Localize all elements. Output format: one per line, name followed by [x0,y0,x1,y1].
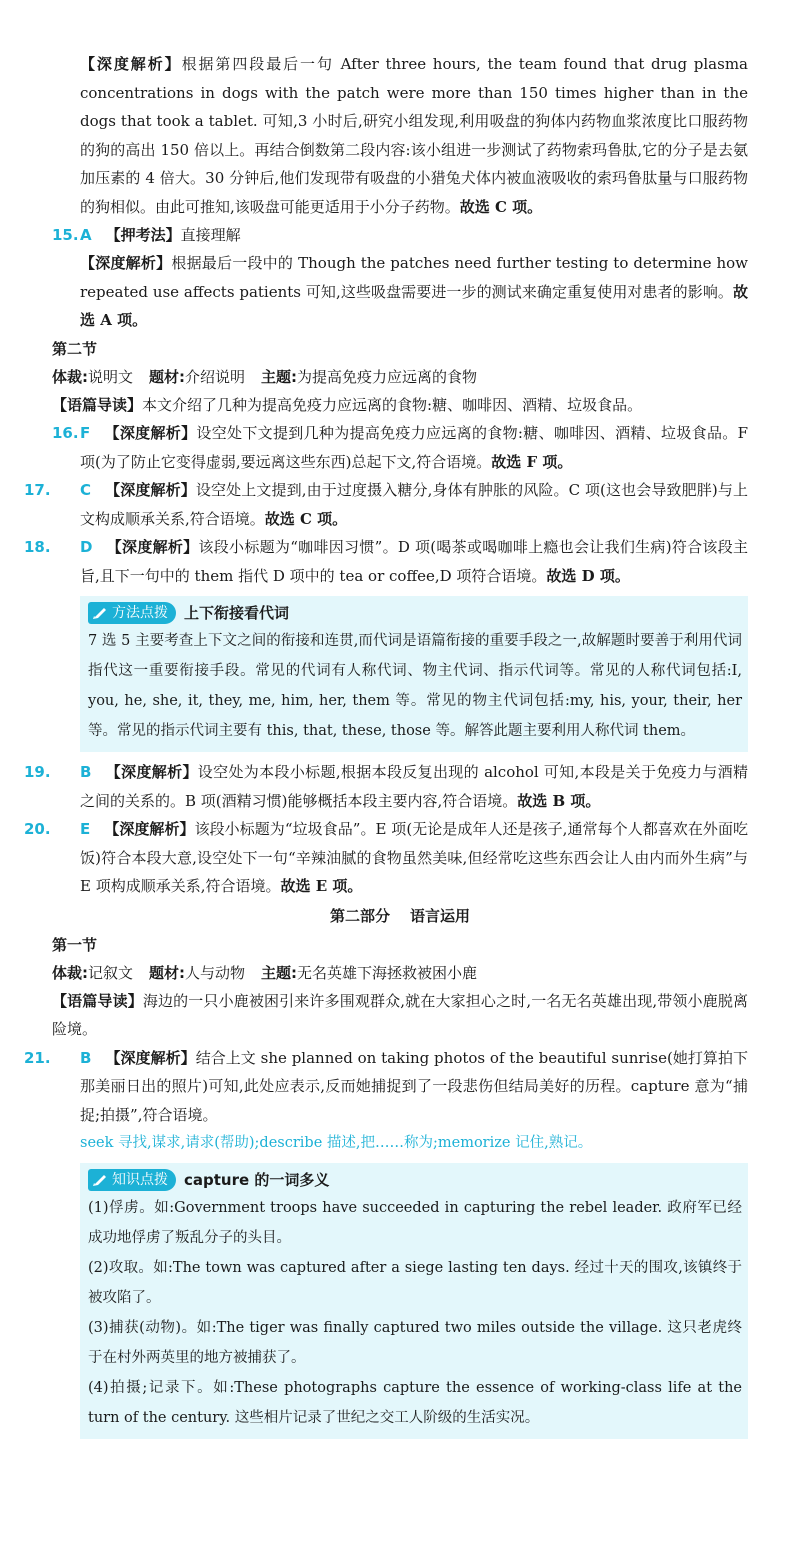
q19 [24,758,748,815]
question-number: 16. [52,424,79,442]
section-meta [52,363,748,391]
analysis-tag: 【深度解析】 [106,538,199,556]
topic-label: 题材: [149,367,186,386]
part-number: 第二部分 [329,906,390,925]
analysis-text: 设空处上文提到,由于过度摄入糖分,身体有肿胀的风险。C 项(这也会导致肥胖)与上文构成顺承关系,符合语境。 [80,481,748,528]
part-title [52,901,748,931]
section-heading: 第一节 [52,935,98,954]
method-tag: 【押考法】 [105,226,181,244]
analysis-text: 该段小标题为“咖啡因习惯”。D 项(喝茶或喝咖啡上瘾也会让我们生病)符合该段主旨,且下一句中的 them 指代 D 项中的 tea or coffee,D 项符合语境。 [80,538,748,585]
theme-label: 主题: [261,963,298,982]
meaning-item: (1)俘虏。如:Government troops have succeeded in capturing the rebel leader. 政府军已经成功地俘虏了叛乱分子的头目。 [88,1200,742,1246]
genre-value: 说明文 [88,367,134,386]
theme-value: 为提高免疫力应远离的食物 [297,367,478,386]
knowledge-badge [88,1169,176,1191]
question-answer: D [80,538,93,556]
part-name: 语言运用 [410,906,471,925]
analysis-tag: 【深度解析】 [105,763,198,781]
box-title: capture 的一词多义 [184,1171,330,1189]
box-title: 上下衔接看代词 [184,604,290,622]
analysis-tag: 【深度解析】 [104,820,195,838]
question-answer: C [80,481,92,499]
analysis-tag: 【深度解析】 [80,55,182,73]
genre-label: 体裁: [52,963,88,982]
question-answer: E [80,820,91,838]
theme-label: 主题: [261,367,298,386]
conclusion: 故选 A 项。 [80,282,748,329]
guide-text: 本文介绍了几种为提高免疫力应远离的食物:糖、咖啡因、酒精、垃圾食品。 [142,395,643,414]
question-answer: F [80,424,91,442]
guide-tag: 【语篇导读】 [52,395,143,414]
meaning-item: (4)拍摄;记录下。如:These photographs capture the essence of working-class life at the turn of the century. 这些相片记录了世纪之交工人阶级的生活实况。 [88,1380,742,1426]
analysis-text: 设空处为本段小标题,根据本段反复出现的 alcohol 可知,本段是关于免疫力与酒精之间的关系的。B 项(酒精习惯)能够概括本段主要内容,符合语境。 [80,763,748,810]
theme-value: 无名英雄下海拯救被困小鹿 [297,963,478,982]
pencil-icon [92,606,108,620]
method-tip-box [80,596,748,752]
box-header [88,600,742,626]
topic-value: 介绍说明 [185,367,246,386]
meaning-item: (3)捕获(动物)。如:The tiger was finally captured two miles outside the village. 这只老虎终于在村外两英里的地方被捕获了。 [88,1320,742,1366]
badge-label: 知识点拨 [112,1172,168,1188]
conclusion: 故选 F 项。 [491,452,573,471]
genre-value: 记叙文 [88,963,134,982]
analysis-text: 根据最后一段中的 Though the patches need further testing to determine how repeated use affects patients 可知,这些吸盘需要进一步的测试来确定重复使用对患者的影响。 [80,254,748,301]
conclusion: 故选 C 项。 [264,509,348,528]
question-number: 17. [24,481,51,499]
analysis-tag: 【深度解析】 [105,1048,196,1067]
analysis-tag: 【深度解析】 [80,254,172,272]
topic-value: 人与动物 [185,963,246,982]
badge-label: 方法点拨 [112,605,168,621]
guide-tag: 【语篇导读】 [52,991,143,1010]
knowledge-tip-box [80,1163,748,1439]
conclusion: 故选 C 项。 [459,197,543,216]
conclusion: 故选 E 项。 [280,877,363,895]
question-number: 19. [24,763,51,781]
conclusion: 故选 D 项。 [546,566,630,585]
box-body: 7 选 5 主要考查上下文之间的衔接和连贯,而代词是语篇衔接的重要手段之一,故解题时要善于利用代词指代这一重要衔接手段。常见的代词有人称代词、物主代词、指示代词等。常见的人称代词包括:I, you, he, she, it, they, me, him, her, them 等。常见的物主代词包括:my, his, your, their, her 等。常见的指示代词主要有 this, that, these, those 等。解答此题主要利用人称代词 them。 [88,633,742,739]
q15-analysis [52,249,748,335]
q21 [24,1044,748,1130]
q14-analysis [52,50,748,221]
box-header [88,1167,742,1193]
question-answer: B [80,763,92,781]
analysis-text: 根据第四段最后一句 After three hours, the team found that drug plasma concentrations in dogs with the patch were more than 150 times higher than in the dogs that took a tablet. 可知,3 小时后,研究小组发现,利用吸盘的狗体内药物血浆浓度比口服药物的狗的高出 150 倍以上。再结合倒数第二段内容:该小组进一步测试了药物索玛鲁肽,它的分子是去氨加压素的 4 倍大。30 分钟后,他们发现带有吸盘的小猎兔犬体内被血液吸收的索玛鲁肽量与口服药物的狗相似。由此可推知,该吸盘可能更适用于小分子药物。 [80,55,748,216]
analysis-text: 该段小标题为“垃圾食品”。E 项(无论是成年人还是孩子,通常每个人都喜欢在外面吃饭)符合本段大意,设空处下一句“辛辣油腻的食物虽然美味,但经常吃这些东西会让人由内而外生病”与 E 项构成顺承关系,符合语境。 [80,820,748,895]
reading-guide [52,391,748,420]
question-number: 18. [24,538,51,556]
method-badge [88,602,176,624]
method-text: 直接理解 [180,226,241,244]
other-options: seek 寻找,谋求,请求(帮助);describe 描述,把……称为;memorize 记住,熟记。 [80,1135,593,1151]
q17 [24,476,748,533]
analysis-text: 结合上文 she planned on taking photos of the beautiful sunrise(她打算拍下那美丽日出的照片)可知,此处应表示,反而她捕捉到了一段悲伤但结局美好的历程。capture 意为“捕捉;拍摄”,符合语境。 [80,1048,748,1124]
pencil-icon [92,1173,108,1187]
question-number: 15. [52,226,79,244]
topic-label: 题材: [149,963,186,982]
q15-header [52,221,748,249]
section-meta [52,959,748,987]
question-number: 20. [24,820,51,838]
guide-text: 海边的一只小鹿被困引来许多围观群众,就在大家担心之时,一名无名英雄出现,带领小鹿脱离险境。 [52,991,748,1038]
q18 [24,533,748,590]
q20 [24,815,748,901]
question-number: 21. [24,1048,51,1067]
conclusion: 故选 B 项。 [517,791,601,810]
q16 [52,419,748,476]
reading-guide [52,987,748,1044]
analysis-tag: 【深度解析】 [105,481,196,499]
question-answer: B [80,1048,92,1067]
analysis-text: 设空处下文提到几种为提高免疫力应远离的食物:糖、咖啡因、酒精、垃圾食品。F 项(为了防止它变得虚弱,要远离这些东西)总起下文,符合语境。 [80,424,748,471]
section-heading: 第二节 [52,339,98,358]
genre-label: 体裁: [52,367,88,386]
meaning-item: (2)攻取。如:The town was captured after a siege lasting ten days. 经过十天的围攻,该镇终于被攻陷了。 [88,1260,742,1306]
analysis-tag: 【深度解析】 [104,424,197,442]
question-answer: A [80,226,92,244]
